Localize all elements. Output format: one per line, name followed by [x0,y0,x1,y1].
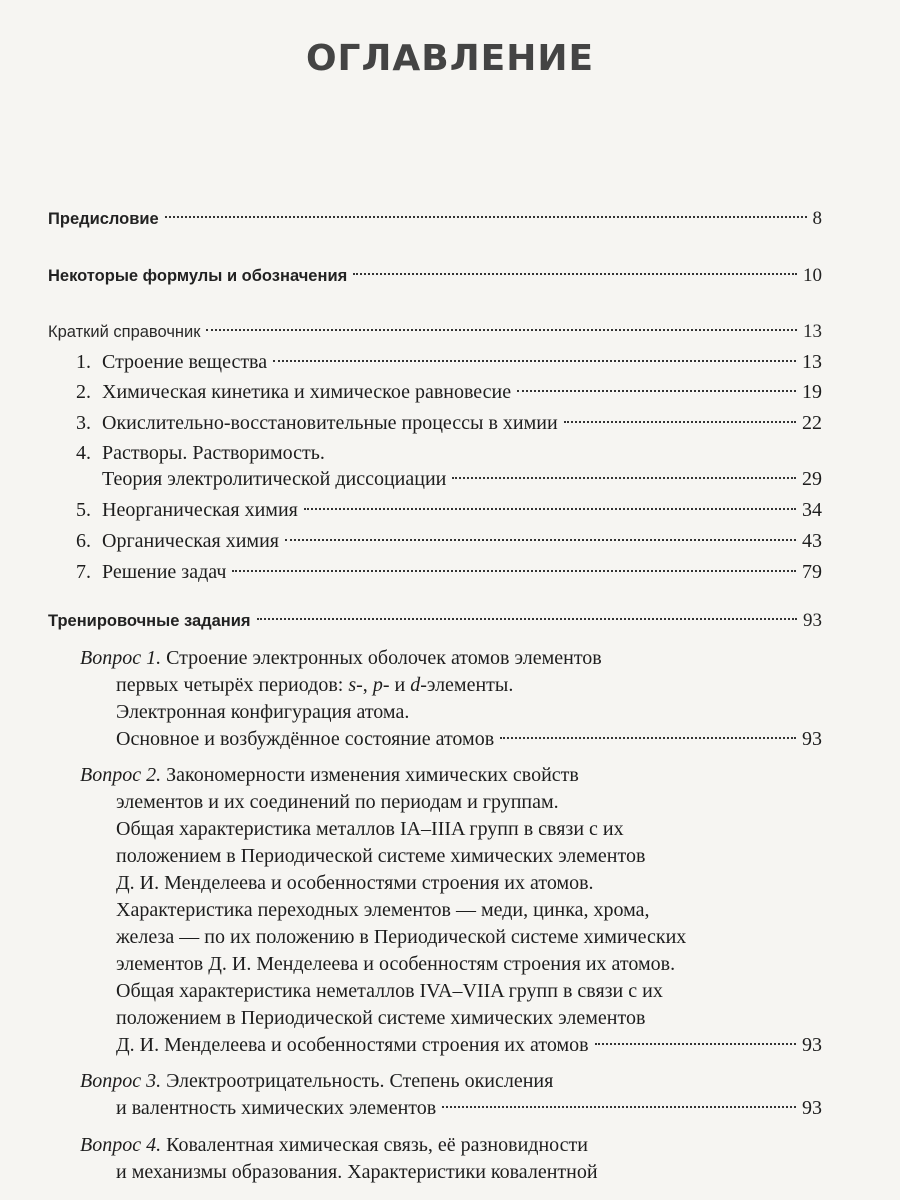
question-label: Вопрос 4. [80,1134,162,1156]
toc-entry-label: Краткий справочник [48,323,201,341]
toc-page-number: 10 [803,265,822,286]
dot-leader [517,390,796,392]
toc-page-number: 29 [802,468,822,490]
toc-entry-label: 3. Окислительно-восстановительные процессы в химии [76,412,558,434]
question-2-line[interactable]: Вопрос 2. Закономерности изменения химических свойств [80,764,579,786]
toc-entry-preface[interactable] [48,204,822,234]
page-title: ОГЛАВЛЕНИЕ [305,38,595,79]
toc-page-number: 13 [802,351,822,373]
question-4-line[interactable]: Вопрос 4. Ковалентная химическая связь, её разновидности [80,1134,588,1156]
question-label: Вопрос 1. [80,647,162,669]
toc-page-number: 93 [802,1034,822,1056]
toc-page-number: 79 [802,561,822,583]
toc-entry-training[interactable] [48,606,822,636]
question-1-line[interactable]: Вопрос 1. Строение электронных оболочек атомов элементов [80,647,602,669]
question-label: Вопрос 3. [80,1070,162,1092]
question-1-line: Электронная конфигурация атома. [116,701,410,723]
toc-page-number: 93 [802,728,822,750]
toc-entry-formulas[interactable] [48,261,822,291]
question-2-line: Д. И. Менделеева и особенностями строения их атомов. [116,872,594,894]
toc-subentry[interactable] [76,526,822,556]
toc-page-number: 93 [802,1097,822,1119]
question-2-line: Общая характеристика неметаллов IVA–VIIA групп в связи с их [116,980,663,1002]
toc-entry-label: Предисловие [48,210,159,228]
toc-page-number: 8 [812,208,822,229]
dot-leader [452,477,796,479]
toc-entry-label: 1. Строение вещества [76,351,268,373]
toc-entry-reference[interactable] [48,317,822,347]
dot-leader [257,618,797,620]
table-of-contents [48,0,822,1200]
dot-leader [304,508,796,510]
toc-subentry[interactable] [76,408,822,438]
toc-subentry[interactable] [76,495,822,525]
question-2-line: положением в Периодической системе химических элементов [116,845,646,867]
dot-leader [206,329,797,331]
question-2-line: элементов Д. И. Менделеева и особенностям строения их атомов. [116,953,676,975]
toc-subentry-line[interactable]: 4. Растворы. Растворимость. [76,442,325,464]
toc-page-number: 34 [802,499,822,521]
toc-entry-label: 7. Решение задач [76,561,227,583]
toc-entry-label: Тренировочные задания [48,612,251,630]
toc-subentry[interactable] [76,464,822,494]
question-4-line: и механизмы образования. Характеристики ковалентной [116,1161,598,1183]
question-3-line[interactable]: Вопрос 3. Электроотрицательность. Степень окисления [80,1070,554,1092]
toc-page-number: 13 [803,321,822,342]
question-1-line: первых четырёх периодов: s-, p- и d-элементы. [116,674,514,696]
toc-entry-label: Теория электролитической диссоциации [102,468,447,490]
toc-entry-label: 2. Химическая кинетика и химическое равновесие [76,381,512,403]
dot-leader [595,1043,796,1045]
question-1-last-line[interactable]: Основное и возбуждённое состояние атомов 93 [116,724,822,754]
dot-leader [442,1106,796,1108]
question-2-line: Общая характеристика металлов IA–IIIA групп в связи с их [116,818,624,840]
dot-leader [165,216,807,218]
toc-page-number: 22 [802,412,822,434]
dot-leader [273,360,796,362]
question-label: Вопрос 2. [80,764,162,786]
toc-page-number: 93 [803,610,822,631]
dot-leader [232,570,796,572]
toc-page-number: 19 [802,381,822,403]
dot-leader [353,273,797,275]
toc-entry-label: 6. Органическая химия [76,530,279,552]
toc-subentry[interactable] [76,377,822,407]
dot-leader [500,737,796,739]
question-2-line: железа — по их положению в Периодической системе химических [116,926,687,948]
toc-entry-label: 5. Неорганическая химия [76,499,298,521]
question-2-line: положением в Периодической системе химических элементов [116,1007,646,1029]
dot-leader [285,539,796,541]
question-2-line: элементов и их соединений по периодам и группам. [116,791,559,813]
toc-entry-label: Некоторые формулы и обозначения [48,267,348,285]
toc-subentry[interactable] [76,557,822,587]
toc-subentry[interactable] [76,347,822,377]
toc-page-number: 43 [802,530,822,552]
dot-leader [564,421,796,423]
question-3-last-line[interactable]: и валентность химических элементов 93 [116,1093,822,1123]
question-2-last-line[interactable]: Д. И. Менделеева и особенностями строения их атомов 93 [116,1030,822,1060]
question-2-line: Характеристика переходных элементов — меди, цинка, хрома, [116,899,650,921]
